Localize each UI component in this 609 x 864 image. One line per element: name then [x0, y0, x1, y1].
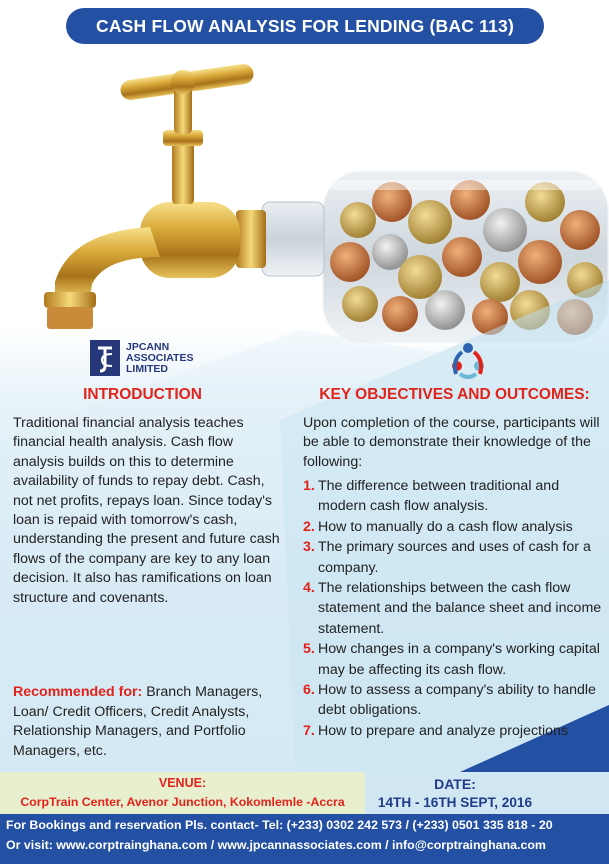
list-item-text: The relationships between the cash flow statement and the balance sheet and income statement.	[318, 580, 602, 637]
list-item-number: 6.	[303, 682, 315, 699]
jpcann-logo-text	[126, 342, 193, 375]
objectives-logo-icon	[448, 340, 488, 380]
venue-label: VENUE:	[158, 776, 207, 790]
list-item	[303, 537, 603, 578]
objectives-heading: KEY OBJECTIVES AND OUTCOMES:	[319, 386, 590, 403]
list-item	[303, 721, 603, 741]
list-item	[303, 476, 603, 517]
logo-line-1: JPCANN	[126, 341, 170, 353]
list-item	[303, 578, 603, 639]
list-item-text: How changes in a company's working capital may be affecting its cash flow.	[318, 641, 600, 678]
list-item-text: The primary sources and uses of cash for a company.	[318, 539, 591, 576]
recommended-text: Branch Managers, Loan/ Credit Officers, Credit Analysts, Relationship Managers, and Portfolio Managers, etc.	[13, 684, 263, 759]
introduction-paragraph: Traditional financial analysis teaches financial health analysis. Cash flow analysis builds on this to determine availability of funds to repay debt. Cash, not net profits, repays loan. Since today's loan is repaid with tomorrow's cash, understanding the present and future cash flows of the company are key to any loan decision. It also has ramifications on loan structure and covenants.	[13, 415, 280, 606]
logo-line-3: LIMITED	[126, 363, 168, 375]
list-item-number: 1.	[303, 478, 315, 494]
list-item	[303, 517, 603, 537]
list-item	[303, 680, 603, 721]
page-title: CASH FLOW ANALYSIS FOR LENDING (BAC 113)	[66, 8, 544, 44]
list-item-number: 7.	[303, 722, 315, 739]
date-value: 14TH - 16TH SEPT, 2016	[377, 795, 533, 810]
list-item-number: 2.	[303, 518, 315, 535]
list-item-text: The difference between traditional and modern cash flow analysis.	[318, 478, 560, 515]
introduction-heading: INTRODUCTION	[83, 386, 202, 403]
objectives-lead: Upon completion of the course, participants will be able to demonstrate their knowledge of the following:	[303, 415, 600, 470]
logo-line-2: ASSOCIATES	[126, 352, 194, 364]
list-item-text: How to manually do a cash flow analysis	[318, 518, 573, 535]
recommended-for	[13, 683, 293, 761]
jpcann-logo	[90, 340, 194, 380]
recommended-label: Recommended for:	[13, 684, 143, 700]
jpcann-mark-icon	[90, 340, 120, 376]
list-item-number: 5.	[303, 641, 315, 658]
footer-web-line: Or visit: www.corptrainghana.com / www.jpcannassociates.com / info@corptrainghana.com	[6, 838, 546, 852]
list-item-number: 4.	[303, 580, 315, 597]
list-item-text: How to prepare and analyze projections	[318, 722, 569, 739]
footer-contact-line: For Bookings and reservation Pls. contact- Tel: (+233) 0302 242 573 / (+233) 0501 335 818 - 20	[6, 818, 553, 832]
venue-value: CorpTrain Center, Avenor Junction, Kokomlemle -Accra	[20, 795, 345, 809]
list-item-number: 3.	[303, 539, 315, 556]
date-label: DATE:	[434, 776, 476, 792]
objectives-list	[303, 476, 603, 741]
list-item-text: How to assess a company's ability to handle debt obligations.	[318, 682, 596, 719]
list-item	[303, 639, 603, 680]
